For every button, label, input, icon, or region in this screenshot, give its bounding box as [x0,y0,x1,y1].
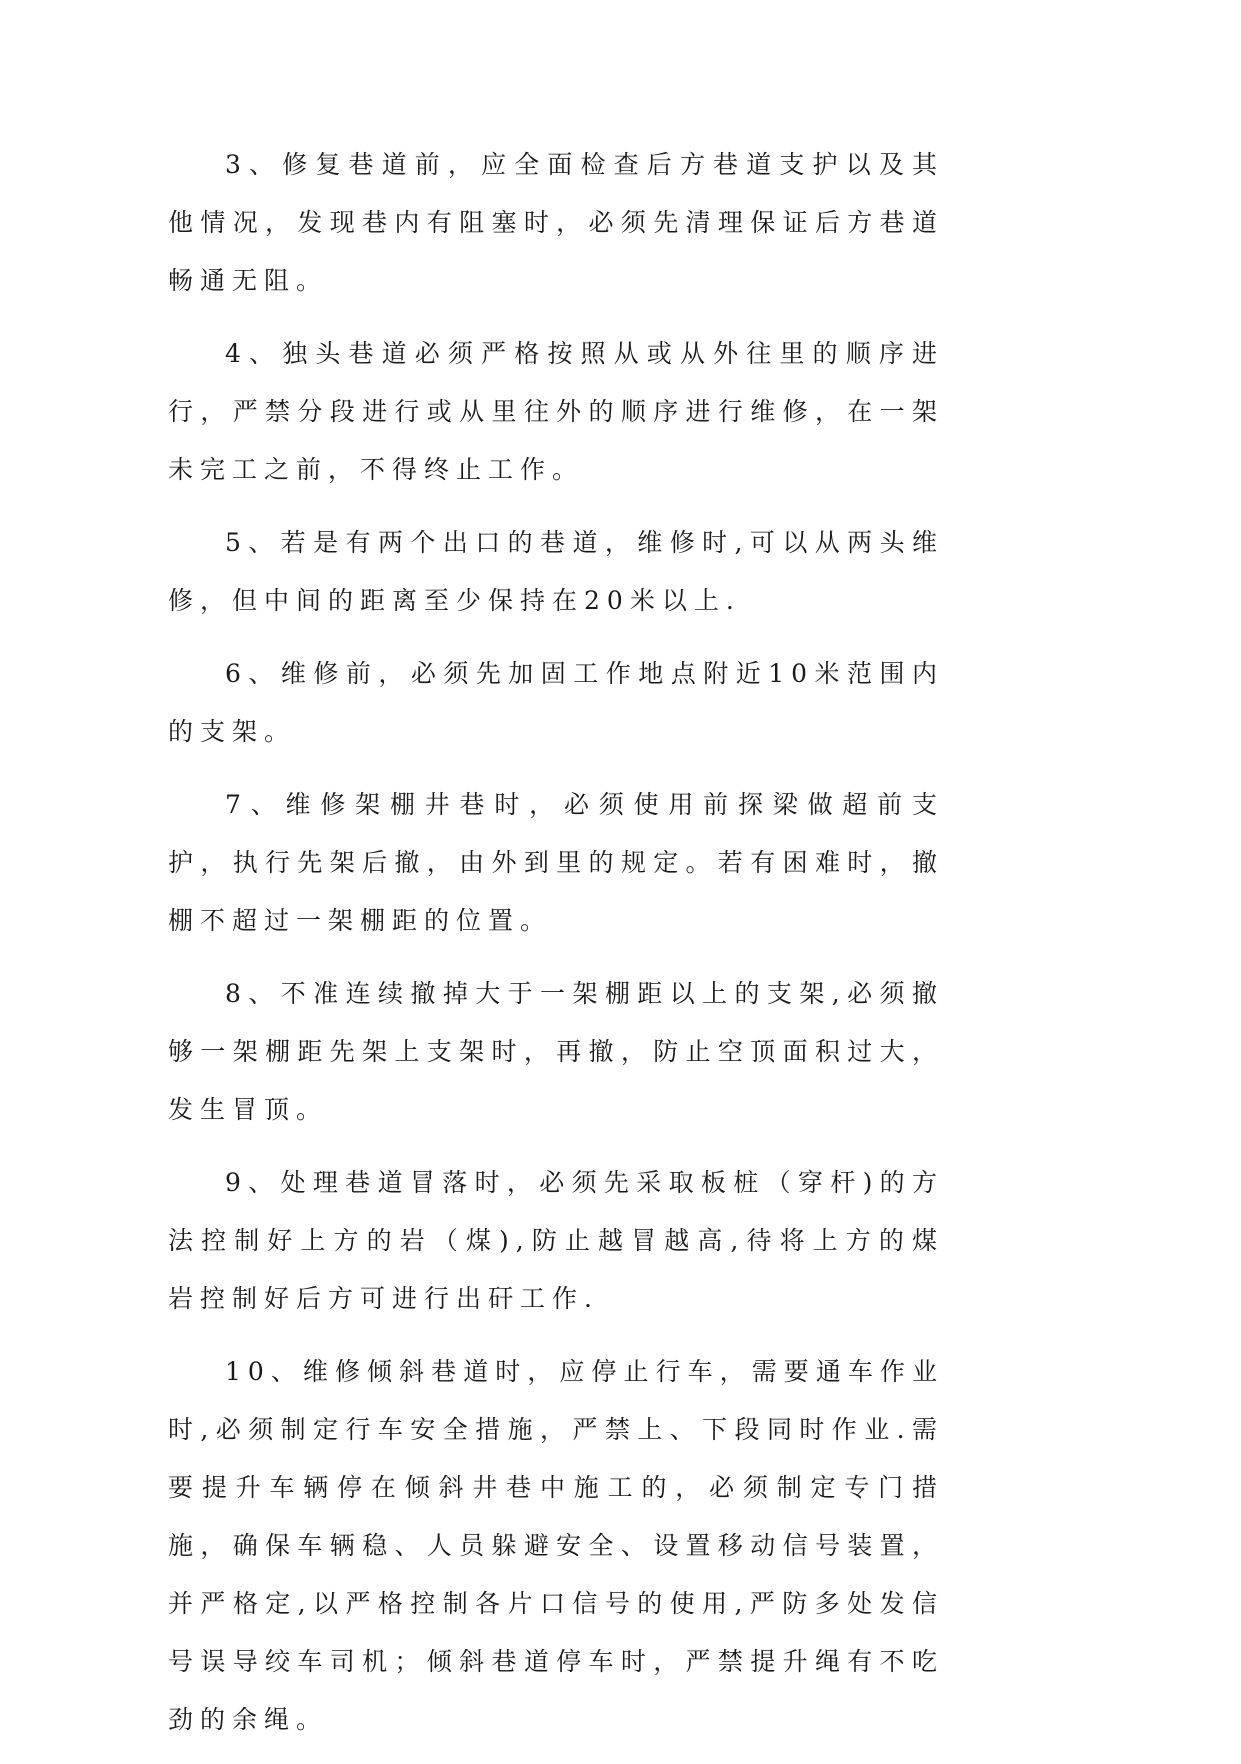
paragraph-item-8: 8、不准连续撤掉大于一架棚距以上的支架,必须撤够一架棚距先架上支架时，再撤，防止空顶面积过大，发生冒顶。 [168,979,944,1124]
paragraph-item-6: 6、维修前，必须先加固工作地点附近10米范围内的支架。 [168,659,944,746]
paragraph-item-7: 7、维修架棚井巷时，必须使用前探梁做超前支护，执行先架后撤，由外到里的规定。若有困难时，撤棚不超过一架棚距的位置。 [168,790,944,935]
paragraph-item-5: 5、若是有两个出口的巷道，维修时,可以从两头维修，但中间的距离至少保持在20米以上. [168,528,944,615]
paragraph-item-10: 10、维修倾斜巷道时，应停止行车，需要通车作业时,必须制定行车安全措施，严禁上、下段同时作业.需要提升车辆停在倾斜井巷中施工的，必须制定专门措施，确保车辆稳、人员躲避安全、设置移动信号装置，并严格定,以严格控制各片口信号的使用,严防多处发信号误导绞车司机；倾斜巷道停车时，严禁提升绳有不吃劲的余绳。 [168,1357,944,1734]
paragraph-item-4: 4、独头巷道必须严格按照从或从外往里的顺序进行，严禁分段进行或从里往外的顺序进行维修，在一架未完工之前，不得终止工作。 [168,339,944,484]
paragraph-item-3: 3、修复巷道前，应全面检查后方巷道支护以及其他情况，发现巷内有阻塞时，必须先清理保证后方巷道畅通无阻。 [168,150,944,295]
paragraph-item-9: 9、处理巷道冒落时，必须先采取板桩（穿杆)的方法控制好上方的岩（煤),防止越冒越高,待将上方的煤岩控制好后方可进行出矸工作. [168,1168,944,1313]
document-body [168,136,944,1764]
